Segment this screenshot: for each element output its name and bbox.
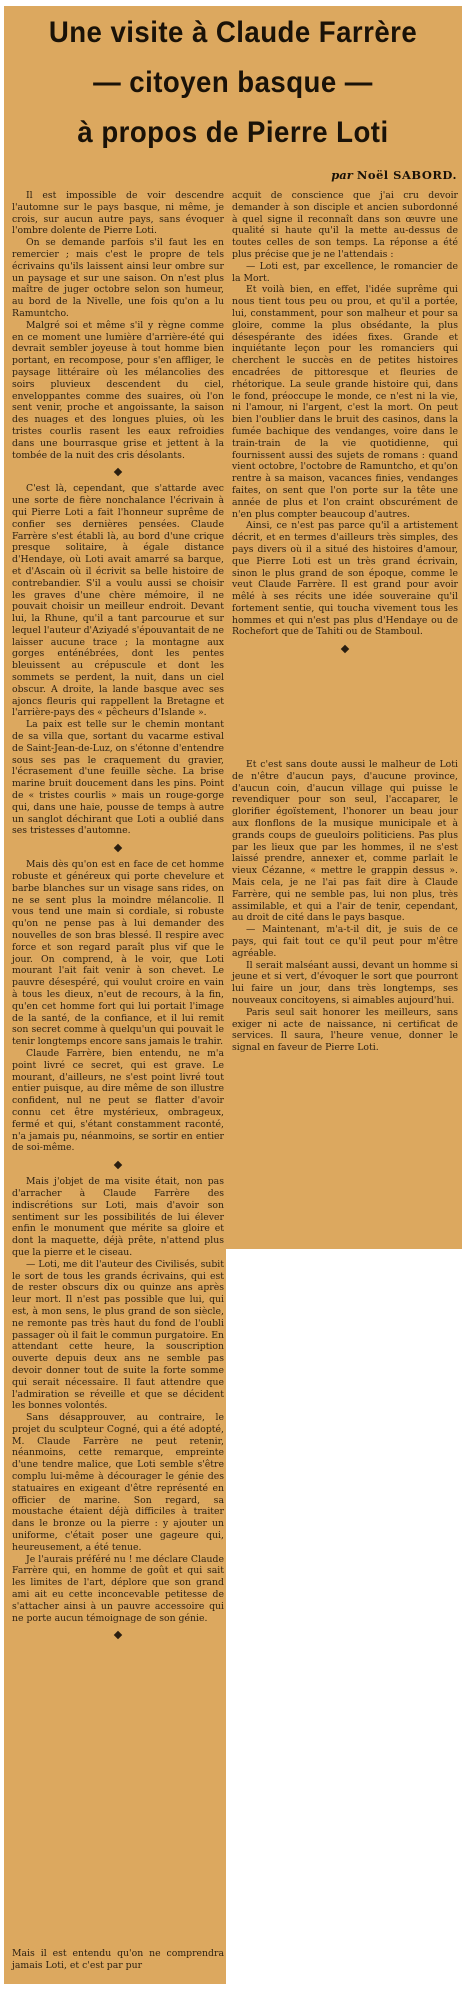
paragraph: Mais dès qu'on est en face de cet homme robuste et généreux qui porte chevelure et barbe blanches sur un visage sans rides, on ne se sent plus la moindre mélancolie. Il vous tend une main si cordiale, si robuste qu'on ne pense pas à lui demander des nouvelles de son bras blessé. Il respire avec force et son regard paraît plus vif que le jour. On comprend, à le voir, que Loti mourant l'ait fait venir à son chevet. Le pauvre désespéré, qui voulut croire en vain à tous les dieux, n'eut de recours, à la fin, qu'en cet homme fort qui lui portait l'image de la santé, de la confiance, et il lui remit son secret comme à quelqu'un qui pouvait le tenir longtemps encore sans jamais le trahir.	[12, 859, 224, 1048]
right-column	[232, 190, 458, 660]
headline-line-2: — citoyen basque —	[93, 66, 373, 99]
paragraph: Paris seul sait honorer les meilleurs, sans exiger ni acte de naissance, ni certificat de services. Il saura, l'heure venue, donner le signal en faveur de Pierre Loti.	[232, 1006, 458, 1054]
paragraph: Ainsi, ce n'est pas parce qu'il a artistement décrit, et en termes d'ailleurs très simples, des pays divers où il a situé des histoires d'amour, que Pierre Loti est un très grand écrivain, sinon le plus grand de son époque, comme le veut Claude Farrère. Il est grand pour avoir mêlé à ses récits une idée souveraine qu'il fortement sentie, qui toucha vivement tous les hommes et qui n'est pas plus d'Hendaye ou de Rochefort que de Tahiti ou de Stamboul.	[232, 520, 458, 638]
paragraph: Et c'est sans doute aussi le malheur de Loti de n'être d'aucun pays, d'aucune province, d'aucun coin, d'aucun village qui puisse le revendiquer pour son seul, l'accaparer, le glorifier égoïstement, l'honorer un beau jour aux flonflons de la musique municipale et à grands coups de gueuloirs politiciens. Pas plus par les lieux que par les hommes, il ne s'est laissé prendre, annexer et, comme parlait le vieux Cézanne, « mettre le grappin dessus ». Mais cela, je ne l'ai pas fait dire à Claude Farrère, qui ne semble pas, lui non plus, très assimilable, et qui a l'air de tenir, cependant, au droit de cité dans le pays basque.	[232, 759, 458, 924]
paragraph: Je l'aurais préféré nu ! me déclare Claude Farrère qui, en homme de goût et qui sait les limites de l'art, déplore que son grand ami ait eu cette inconcevable petitesse de s'attacher ainsi à un pauvre accessoire qui ne porte aucun témoignage de son génie.	[12, 1553, 224, 1624]
left-column-last-line: Mais il est entendu qu'on ne comprendra jamais Loti, et c'est par pur	[12, 1948, 224, 1971]
right-column-continued	[232, 759, 458, 1054]
byline-author: Noël SABORD.	[356, 168, 457, 182]
section-separator-icon	[12, 839, 224, 857]
section-separator-icon	[12, 463, 224, 481]
paragraph: Il est impossible de voir descendre l'automne sur le pays basque, ni même, je crois, sur aucun autre pays, sans évoquer l'ombre dolente de Pierre Loti.	[12, 190, 224, 237]
headline	[28, 8, 438, 158]
section-separator-icon	[12, 1626, 224, 1644]
paragraph: Sans désapprouver, au contraire, le projet du sculpteur Cogné, qui a été adopté, M. Claude Farrère ne peut retenir, néanmoins, cette remarque, empreinte d'une tendre malice, que Loti semble s'être complu lui-même à décourager le génie des statuaires en exigeant d'être représenté en officier de marine. Son regard, sa moustache étaient déjà difficiles à traiter dans le bronze ou la pierre : y ajouter un uniforme, c'était poser une gageure qui, heureusement, a été tenue.	[12, 1412, 224, 1553]
newsprint-clipping-joint	[226, 739, 462, 759]
byline	[331, 168, 457, 182]
headline-line-3: à propos de Pierre Loti	[77, 116, 389, 149]
paragraph: Claude Farrère, bien entendu, ne m'a point livré ce secret, qui est grave. Le mourant, d'ailleurs, ne s'est point livré tout entier puisque, au dire même de son illustre confident, nul ne peut se flatter d'avoir connu cet être mystérieux, ombrageux, fermé et qui, s'étant constamment raconté, n'a jamais pu, néanmoins, se sortir en entier de soi-même.	[12, 1047, 224, 1154]
paragraph: Et voilà bien, en effet, l'idée suprême qui nous tient tous peu ou prou, et qu'il a portée, lui, constamment, pour son malheur et pour sa gloire, comme la plus obsédante, la plus désespérante des idées fixes. Grande et inquiétante leçon pour les romanciers qui cherchent le succès en de petites histoires encadrées de pittoresque et fleuries de rhétorique. La seule grande histoire qui, dans le fond, préoccupe le monde, ce n'est ni la vie, ni l'amour, ni l'argent, c'est la mort. On peut bien l'oublier dans le bruit des casinos, dans la fumée bachique des vendanges, voire dans le train-train de la vie quotidienne, qui fournissent aussi des sujets de romans : quand vient octobre, l'octobre de Ramuntcho, et qu'on rentre à sa maison, vacances finies, vendanges faites, on sent que l'on porte sur la tête une année de plus et l'on craint obscurément de n'en plus compter beaucoup d'autres.	[232, 284, 458, 520]
left-column	[12, 190, 224, 1646]
section-separator-icon	[232, 640, 458, 658]
paragraph: Mais j'objet de ma visite était, non pas d'arracher à Claude Farrère des indiscrétions sur Loti, mais d'avoir son sentiment sur les possibilités de lui élever enfin le monument que mérite sa gloire et dont la maquette, déjà prête, n'attend plus que la pierre et le ciseau.	[12, 1176, 224, 1258]
headline-line-1: Une visite à Claude Farrère	[48, 16, 418, 49]
section-separator-icon	[12, 1156, 224, 1174]
byline-prefix: par	[331, 168, 353, 182]
paragraph: Malgré soi et même s'il y règne comme en ce moment une lumière d'arrière-été qui devrait sembler joyeuse à tout homme bien portant, en recompose, pour s'en affliger, le paysage littéraire où les mélancolies des soirs pluvieux descendent du ciel, enveloppantes comme des suaires, où l'on sent venir, proche et angoissante, la saison des nuages et des longues pluies, où les tristes courlis rasent les eaux refroidies dans une bourrasque grise et jettent à la tombée de la nuit des cris désolants.	[12, 319, 224, 461]
paragraph: La paix est telle sur le chemin montant de sa villa que, sortant du vacarme estival de Saint-Jean-de-Luz, on s'étonne d'entendre sous ses pas le craquement du gravier, l'écrasement d'une feuille sèche. La brise marine bruit doucement dans les pins. Point de « tristes courlis » mais un rouge-gorge qui, dans une haie, pousse de temps à autre un sanglot déchirant que Loti a oublié dans ses tristesses d'automne.	[12, 719, 224, 837]
paragraph: acquit de conscience que j'ai cru devoir demander à son disciple et ancien subordonné à quel signe il reconnaît dans son œuvre une qualité si haute qu'il la mette au-dessus de toutes celles de son temps. La réponse a été plus précise que je ne l'attendais :	[232, 190, 458, 260]
paragraph: — Maintenant, m'a-t-il dit, je suis de ce pays, qui fait tout ce qu'il peut pour m'être agréable.	[232, 924, 458, 959]
paragraph: C'est là, cependant, que s'attarde avec une sorte de fière nonchalance l'écrivain à qui Pierre Loti a fait l'honneur suprême de confier ses dernières pensées. Claude Farrère s'est établi là, au bord d'une crique presque solitaire, à égale distance d'Hendaye, où Loti avait amarré sa barque, et d'Ascain où il écrivit sa belle histoire de contrebandier. S'il a voulu aussi se choisir les graves d'une chère mémoire, il ne pouvait choisir un meilleur endroit. Devant lui, la Rhune, qu'il a tant parcourue et sur lequel l'auteur d'Aziyadé s'épouvantait de ne laisser aucune trace ; la montagne aux gorges enténébrées, dont les pentes bleuissent au crépuscule et dont les sommets se perdent, la nuit, dans un ciel obscur. A droite, la lande basque avec ses ajoncs fleuris qui rappellent la Bretagne et l'arrière-pays des « pêcheurs d'Islande ».	[12, 483, 224, 719]
paragraph: Il serait malséant aussi, devant un homme si jeune et si vert, d'évoquer le sort que pourront lui faire un jour, dans très longtemps, ses nouveaux concitoyens, si aimables aujourd'hui.	[232, 959, 458, 1006]
paragraph: — Loti est, par excellence, le romancier de la Mort.	[232, 260, 458, 284]
paragraph: — Loti, me dit l'auteur des Civilisés, subit le sort de tous les grands écrivains, qui est de rester obscurs dix ou quinze ans après leur mort. Il n'est pas possible que lui, qui est, à mon sens, le plus grand de son siècle, ne remonte pas très haut du fond de l'oubli passager où il fait le commun purgatoire. En attendant cette heure, la souscription ouverte depuis deux ans ne semble pas devoir donner tout de suite la forte somme qui serait nécessaire. Il faut attendre que l'admiration se réveille et que se décident les bonnes volontés.	[12, 1258, 224, 1412]
paragraph: On se demande parfois s'il faut les en remercier ; mais c'est le propre de tels écrivains qu'ils laissent ainsi leur ombre sur un paysage et sur une saison. On n'est plus maître de juger octobre selon son humeur, au bord de la Nivelle, une fois qu'on a lu Ramuntcho.	[12, 237, 224, 319]
